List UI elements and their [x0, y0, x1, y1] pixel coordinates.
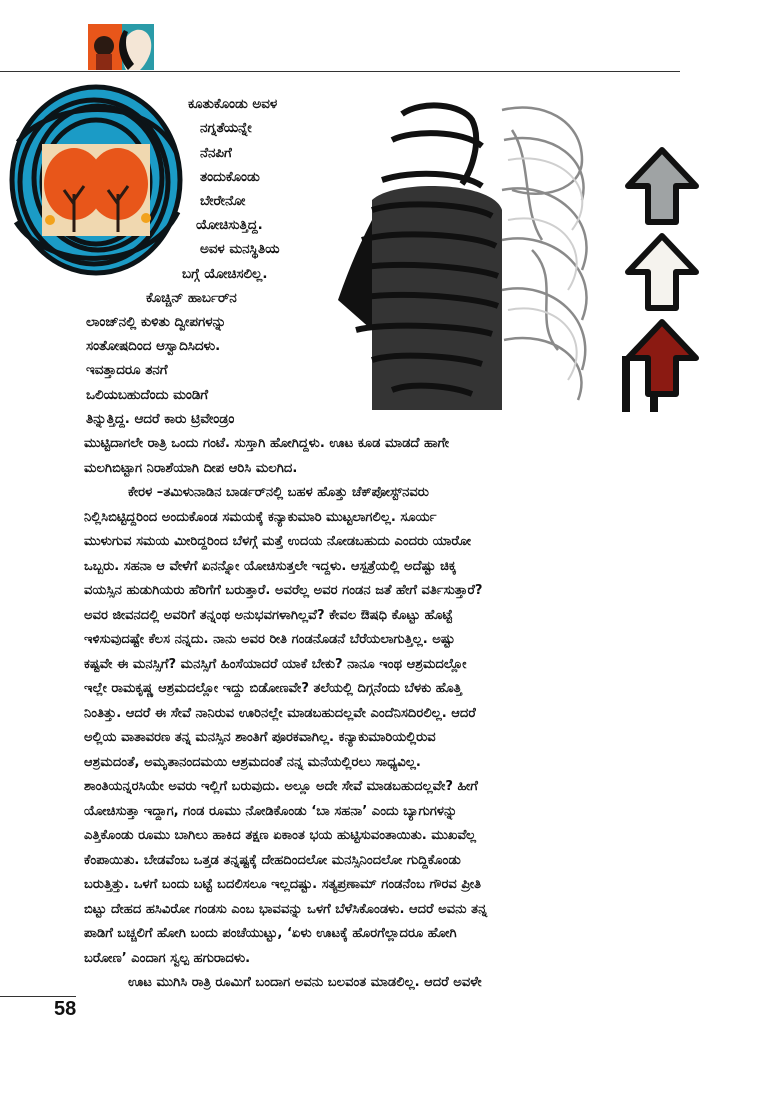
header-rule [0, 71, 680, 72]
wrap-line-7: ಅವಳ ಮನಸ್ಥಿತಿಯ [200, 242, 280, 257]
wrap-line-8: ಬಗ್ಗೆ ಯೋಚಿಸಲಿಲ್ಲ. [182, 267, 268, 282]
body-line: ಕೆಂಪಾಯಿತು. ಬೇಡವೆಂಬ ಒತ್ತಡ ತನ್ನಷ್ಟಕ್ಕೆ ದೇಹದಿಂದಲೋ ಮನಸ್ಸಿನಿಂದಲೋ ಗುದ್ದಿಕೊಂಡು [84, 852, 461, 868]
body-line: ಶಾಂತಿಯನ್ನರಸಿಯೇ ಅವರು ಇಲ್ಲಿಗೆ ಬರುವುದು. ಅಲ್ಲೂ ಅದೇ ಸೇವೆ ಮಾಡಬಹುದಲ್ಲವೇ? ಹೀಗೆ [84, 779, 478, 794]
wrap-line-4: ತಂದುಕೊಂಡು [200, 170, 260, 185]
body-line: ಕಷ್ಟವೇ ಈ ಮನಸ್ಸಿಗೆ? ಮನಸ್ಸಿಗೆ ಹಿಂಸೆಯಾದರೆ ಯಾಕೆ ಬೇಕು? ನಾನೂ ಇಂಥ ಆಶ್ರಮದಲ್ಲೋ [84, 656, 467, 672]
body-text [84, 432, 684, 996]
wrap-line-13: ಒಲಿಯಬಹುದೆಂದು ಮಂಡಿಗೆ [86, 388, 209, 403]
wrap-line-12: ಇವತ್ತಾದರೂ ತನಗೆ [86, 363, 168, 378]
wrap-line-10: ಲಾಂಜ್‌ನಲ್ಲಿ ಕುಳಿತು ದ್ವೀಪಗಳನ್ನು [86, 315, 227, 330]
body-line: ವಯಸ್ಸಿನ ಹುಡುಗಿಯರು ಹೆರಿಗೆಗೆ ಬರುತ್ತಾರೆ. ಅವರೆಲ್ಲ ಅವರ ಗಂಡನ ಜತೆ ಹೇಗೆ ವರ್ತಿಸುತ್ತಾರೆ? [84, 583, 483, 598]
body-line: ಬರೋಣ’ ಎಂದಾಗ ಸ್ವಲ್ಪ ಹಗುರಾದಳು. [84, 950, 251, 966]
footer-rule [0, 996, 76, 997]
body-line: ಯೋಚಿಸುತ್ತಾ ಇದ್ದಾಗ, ಗಂಡ ರೂಮು ನೋಡಿಕೊಂಡು ‘ಬಾ ಸಹನಾ’ ಎಂದು ಬ್ಯಾಗುಗಳನ್ನು [84, 803, 458, 819]
body-line: ಒಬ್ಬರು. ಸಹನಾ ಆ ವೇಳೆಗೆ ಏನನ್ನೋ ಯೋಚಿಸುತ್ತಲೇ ಇದ್ದಳು. ಆಸ್ಪತ್ರೆಯಲ್ಲಿ ಅದೆಷ್ಟು ಚಿಕ್ಕ [84, 558, 457, 574]
swirl-tree-illustration [8, 82, 184, 278]
wrap-line-1: ಕೂತುಕೊಂಡು ಅವಳ [188, 97, 278, 112]
body-line: ಊಟ ಮುಗಿಸಿ ರಾತ್ರಿ ರೂಮಿಗೆ ಬಂದಾಗ ಅವನು ಬಲವಂತ ಮಾಡಲಿಲ್ಲ. ಆದರೆ ಅವಳೇ [128, 975, 482, 990]
body-line: ನಿಲ್ಲಿಸಿಬಿಟ್ಟಿದ್ದರಿಂದ ಅಂದುಕೊಂಡ ಸಮಯಕ್ಕೆ ಕನ್ಯಾಕುಮಾರಿ ಮುಟ್ಟಲಾಗಲಿಲ್ಲ. ಸೂರ್ಯ [84, 509, 437, 525]
body-line: ಆಶ್ರಮದಂತೆ, ಅಮೃತಾನಂದಮಯಿ ಆಶ್ರಮದಂತೆ ನನ್ನ ಮನೆಯಲ್ಲಿರಲು ಸಾಧ್ಯವಿಲ್ಲ. [84, 754, 421, 770]
body-line: ಕೇರಳ –ತಮಿಳುನಾಡಿನ ಬಾರ್ಡರ್‌ನಲ್ಲಿ ಬಹಳ ಹೊತ್ತು ಚೆಕ್‌ಪೋಸ್ಟ್‌ನವರು [128, 485, 429, 500]
scribble-figure-illustration [332, 100, 610, 412]
wrap-line-5: ಬೇರೇನೋ [200, 194, 246, 209]
wrap-line-14: ತಿನ್ನುತ್ತಿದ್ದ. ಆದರೆ ಕಾರು ಟ್ರಿವೇಂಡ್ರಂ [86, 412, 235, 427]
body-line: ಇಳಿಸುವುದಷ್ಟೇ ಕೆಲಸ ನನ್ನದು. ನಾನು ಅವರ ರೀತಿ ಗಂಡನೊಡನೆ ಬೆರೆಯಲಾಗುತ್ತಿಲ್ಲ. ಅಷ್ಟು [84, 632, 455, 647]
body-line: ಅವರ ಜೀವನದಲ್ಲಿ ಅವರಿಗೆ ತನ್ನಂಥ ಅನುಭವಗಳಾಗಿಲ್ಲವೆ? ಕೇವಲ ಔಷಧಿ ಕೊಟ್ಟು ಹೊಟ್ಟೆ [84, 607, 453, 623]
wrap-line-6: ಯೋಚಿಸುತ್ತಿದ್ದ. [196, 218, 263, 233]
arrows-illustration [622, 146, 702, 412]
wrap-line-3: ನೆನಪಿಗೆ [200, 146, 232, 161]
body-line: ಬಿಟ್ಟು ದೇಹದ ಹಸಿವಿರೋ ಗಂಡಸು ಎಂಬ ಭಾವವನ್ನು ಒಳಗೆ ಬೆಳೆಸಿಕೊಂಡಳು. ಆದರೆ ಅವನು ತನ್ನ [84, 901, 488, 917]
body-line: ಮುಟ್ಟಿದಾಗಲೇ ರಾತ್ರಿ ಒಂದು ಗಂಟೆ. ಸುಸ್ತಾಗಿ ಹೋಗಿದ್ದಳು. ಊಟ ಕೂಡ ಮಾಡದೆ ಹಾಗೇ [84, 436, 450, 451]
body-line: ಇಲ್ಲೇ ರಾಮಕೃಷ್ಣ ಆಶ್ರಮದಲ್ಲೋ ಇದ್ದು ಬಿಡೋಣವೇ? ತಲೆಯಲ್ಲಿ ದಿಗ್ಗನೆಂದು ಬೆಳಕು ಹೊತ್ತಿ [84, 681, 462, 696]
page-number: 58 [54, 998, 77, 1020]
body-line: ಬರುತ್ತಿತ್ತು. ಒಳಗೆ ಬಂದು ಬಟ್ಟೆ ಬದಲಿಸಲೂ ಇಲ್ಲದಷ್ಟು. ಸತ್ಯಪ್ರಣಾಮ್ ಗಂಡನೆಂಬ ಗೌರವ ಪ್ರೀತಿ [84, 877, 482, 892]
body-line: ಅಲ್ಲಿಯ ವಾತಾವರಣ ತನ್ನ ಮನಸ್ಸಿನ ಶಾಂತಿಗೆ ಪೂರಕವಾಗಿಲ್ಲ. ಕನ್ಯಾಕುಮಾರಿಯಲ್ಲಿರುವ [84, 730, 436, 745]
wrap-line-2: ನಗ್ನತೆಯನ್ನೇ [200, 121, 252, 136]
body-line: ಪಾಡಿಗೆ ಬಚ್ಚಲಿಗೆ ಹೋಗಿ ಬಂದು ಪಂಚೆಯುಟ್ಟು, ‘ಏಳು ಊಟಕ್ಕೆ ಹೊರಗೆಲ್ಲಾದರೂ ಹೋಗಿ [84, 926, 457, 941]
body-line: ನಿಂತಿತ್ತು. ಆದರೆ ಈ ಸೇವೆ ನಾನಿರುವ ಊರಿನಲ್ಲೇ ಮಾಡಬಹುದಲ್ಲವೇ ಎಂದೆನಿಸದಿರಲಿಲ್ಲ. ಆದರೆ [84, 705, 476, 721]
header-thumbnail [88, 24, 154, 70]
wrap-line-9: ಕೊಚ್ಚಿನ್ ಹಾರ್ಬರ್‌ನ [146, 291, 237, 306]
body-line: ಮಲಗಿಬಿಟ್ಟಾಗ ನಿರಾಶೆಯಾಗಿ ದೀಪ ಆರಿಸಿ ಮಲಗಿದ. [84, 460, 298, 476]
body-line: ಎತ್ತಿಕೊಂಡು ರೂಮು ಬಾಗಿಲು ಹಾಕಿದ ತಕ್ಷಣ ಏಕಾಂತ ಭಯ ಹುಟ್ಟಿಸುವಂತಾಯಿತು. ಮುಖವೆಲ್ಲ [84, 828, 476, 843]
body-line: ಮುಳುಗುವ ಸಮಯ ಮೀರಿದ್ದರಿಂದ ಬೆಳಗ್ಗೆ ಮತ್ತೆ ಉದಯ ನೋಡಬಹುದು ಎಂದರು ಯಾರೋ [84, 534, 471, 549]
wrap-line-11: ಸಂತೋಷದಿಂದ ಆಸ್ವಾದಿಸಿದಳು. [86, 339, 221, 354]
